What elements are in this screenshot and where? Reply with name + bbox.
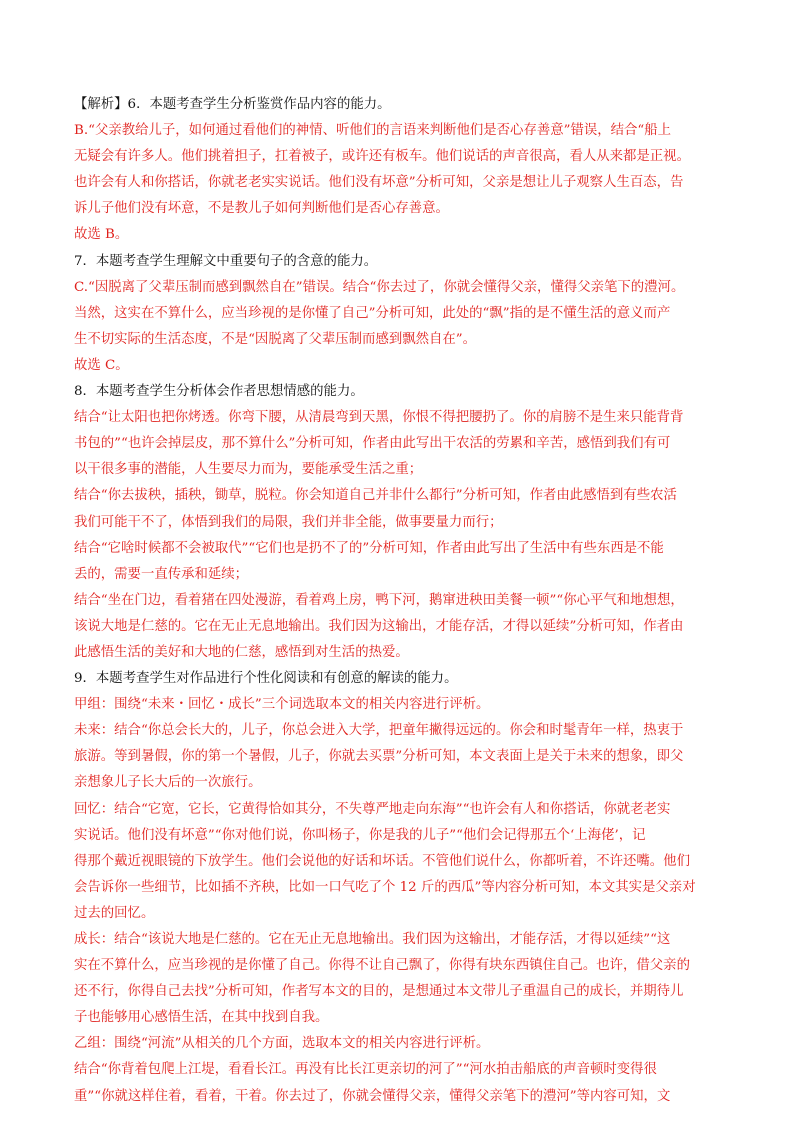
text-line: 也许会有人和你搭话，你就老老实实说话。他们没有坏意”分析可知，父亲是想让儿子观察人生百态，告 xyxy=(74,175,684,191)
text-line: 甲组：围绕“未来・回忆・成长”三个词选取本文的相关内容进行评析。 xyxy=(74,697,490,713)
text-line: 子也能够用心感悟生活，在其中找到自我。 xyxy=(74,1010,329,1026)
text-line: 书包的”“也许会掉层皮，那不算什么”分析可知，作者由此写出干农活的劳累和辛苦，感悟到我们有可 xyxy=(74,436,671,452)
text-line: 成长：结合“该说大地是仁慈的。它在无止无息地输出。我们因为这输出，才能存活，才得以延续”“这 xyxy=(74,932,671,947)
text-line: C.“因脱离了父辈压制而感到飘然自在”错误。结合“你去过了，你就会懂得父亲，懂得父亲笔下的澧河。 xyxy=(74,279,685,295)
text-line: 以干很多事的潜能，人生要尽力而为，要能承受生活之重； xyxy=(74,462,423,478)
answer-choice-q6: 故选 B。 xyxy=(74,227,129,243)
text-line: 重”“你就这样住着，看着，干着。你去过了，你就会懂得父亲，懂得父亲笔下的澧河”等内容可知，文 xyxy=(74,1088,671,1104)
text-line: 无疑会有许多人。他们挑着担子，扛着被子，或许还有板车。他们说话的声音很高，看人从来都是正视。 xyxy=(74,149,690,165)
text-line: B.“父亲教给儿子，如何通过看他们的神情、听他们的言语来判断他们是否心存善意”错误，结合“船上 xyxy=(74,123,672,139)
text-line: 实说话。他们没有坏意”“你对他们说，你叫杨子，你是我的儿子”“他们会记得那五个‘上海佬’，记 xyxy=(74,827,646,843)
text-line: 旅游。等到暑假，你的第一个暑假，儿子，你就去买票”分析可知，本文表面上是关于未来的想象，即父 xyxy=(74,749,684,765)
analysis-header-q6: 【解析】6．本题考查学生分析鉴赏作品内容的能力。 xyxy=(74,97,391,112)
analysis-header-q7: 7．本题考查学生理解文中重要句子的含意的能力。 xyxy=(74,253,378,269)
text-line: 回忆：结合“它宽，它长，它黄得恰如其分，不失尊严地走向东海”“也许会有人和你搭话，你就老老实 xyxy=(74,801,671,817)
text-line: 此感悟生活的美好和大地的仁慈，感悟到对生活的热爱。 xyxy=(74,644,409,660)
answer-analysis-text xyxy=(74,92,732,1110)
text-line: 得那个戴近视眼镜的下放学生。他们会说他的好话和坏话。不管他们说什么，你都听着，不许还嘴。他们 xyxy=(74,853,690,869)
text-line: 我们可能干不了，体悟到我们的局限，我们并非全能，做事要量力而行； xyxy=(74,514,503,530)
text-line: 结合“你背着包爬上江堤，看看长江。再没有比长江更亲切的河了”“河水拍击船底的声音顿时变得很 xyxy=(74,1062,657,1078)
text-line: 生不切实际的生活态度，不是“因脱离了父辈压制而感到飘然自在”。 xyxy=(74,331,477,347)
text-line: 未来：结合“你总会长大的，儿子，你总会进入大学，把童年撇得远远的。你会和时髦青年一样，热衷于 xyxy=(74,723,684,739)
text-line: 结合“它啥时候都不会被取代”“它们也是扔不了的”分析可知，作者由此写出了生活中有些东西是不能 xyxy=(74,540,664,556)
answer-choice-q7: 故选 C。 xyxy=(74,357,129,373)
text-line: 当然，这实在不算什么，应当珍视的是你懂了自己”分析可知，此处的“飘”指的是不懂生活的意义而产 xyxy=(74,305,671,321)
text-line: 亲想象儿子长大后的一次旅行。 xyxy=(74,775,262,791)
text-line: 过去的回忆。 xyxy=(74,905,155,921)
text-line: 结合“你去拔秧，插秧，锄草，脱粒。你会知道自己并非什么都行”分析可知，作者由此感悟到有些农活 xyxy=(74,488,677,504)
text-line: 结合“坐在门边，看着猪在四处漫游，看着鸡上房，鸭下河，鹅窜进秧田美餐一顿”“你心平气和地想想， xyxy=(74,592,684,608)
text-line: 该说大地是仁慈的。它在无止无息地输出。我们因为这输出，才能存活，才得以延续”分析可知，作者由 xyxy=(74,618,684,634)
text-line: 会告诉你一些细节，比如插不齐秧，比如一口气吃了个 12 斤的西瓜”等内容分析可知，本文其实是父亲对 xyxy=(74,879,696,895)
analysis-header-q9: 9．本题考查学生对作品进行个性化阅读和有创意的解读的能力。 xyxy=(74,671,458,687)
text-line: 乙组：围绕“河流”从相关的几个方面，选取本文的相关内容进行评析。 xyxy=(74,1036,490,1052)
text-line: 结合“让太阳也把你烤透。你弯下腰，从清晨弯到天黑，你恨不得把腰扔了。你的肩膀不是生来只能背背 xyxy=(74,410,684,426)
text-line: 丢的，需要一直传承和延续； xyxy=(74,566,249,582)
text-line: 诉儿子他们没有坏意，不是教儿子如何判断他们是否心存善意。 xyxy=(74,201,449,217)
text-line: 还不行，你得自己去找”分析可知，作者写本文的目的，是想通过本文带儿子重温自己的成长，并期待儿 xyxy=(74,984,684,1000)
text-line: 实在不算什么，应当珍视的是你懂了自己。你得不让自己飘了，你得有块东西镇住自己。也许，借父亲的 xyxy=(74,958,690,974)
analysis-header-q8: 8．本题考查学生分析体会作者思想情感的能力。 xyxy=(74,384,364,400)
